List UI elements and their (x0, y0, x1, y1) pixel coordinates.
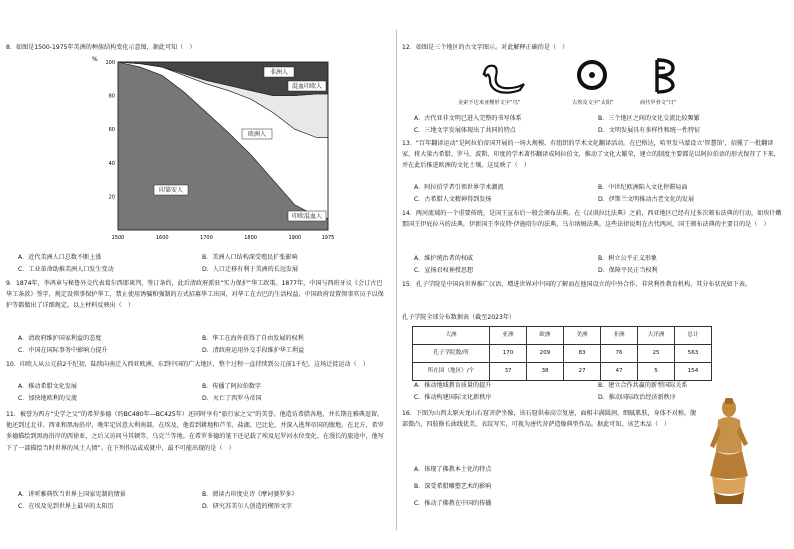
q11-option-a[interactable]: A．讲听雅典钦当世界上国家宪制的情景 (18, 491, 126, 498)
question-15-stem: 15．孔子学院是中国向世界推广汉语，增进世界对中国的了解而在他国设立的中外合作、非营利性教育机构。其分布状况如下表。 (402, 281, 752, 288)
q16-option-a[interactable]: A．体现了佛教本土化的特点 (414, 466, 492, 473)
table-cell: 154 (675, 363, 712, 381)
q8-option-c[interactable]: C．工业革命助推美洲人口发生变动 (18, 266, 114, 273)
x-ticks (112, 235, 335, 241)
label-mixed-bottom: 印欧混血人 (291, 213, 323, 220)
right-column (402, 0, 784, 549)
table-header: 大洲 (413, 327, 490, 345)
y-tick-label: 40 (108, 160, 115, 167)
y-tick-label: 80 (108, 93, 115, 100)
table-cell: 170 (490, 345, 527, 363)
q13-option-d[interactable]: D．伊斯兰文明推动古老文化的发展 (598, 196, 695, 203)
question-9-stem: 9．1874年，李鸿章与秘鲁外交代表葛尔西耶谈判，签订条约，此后清政府派驻“实力保护”华工政策。1877年，中国与西班牙议《会订古巴华工条款》签字，规定设领事保护华工，禁止使用诱骗和强制的方式招募华工出国，对华工在古巴的生活权益、中国政府设置领事官员予以保护等都做出了详细规定。以上材料反映出（ ） (6, 280, 384, 310)
q14-option-d[interactable]: D．保障平民正当权利 (598, 267, 658, 274)
q13-option-c[interactable]: C．古希腊人文精神得到发扬 (414, 196, 492, 203)
x-tick-label: 1600 (155, 235, 169, 241)
label-indians: 印第安人 (158, 187, 184, 194)
confucius-institute-table (412, 326, 712, 381)
x-tick-label: 1900 (288, 235, 302, 241)
table-header: 亚洲 (490, 327, 527, 345)
bodhisattva-statue-image (704, 396, 754, 506)
table-cell: 5 (638, 363, 675, 381)
caption-cuneiform: 美索不达米亚楔形文字“鸟” (458, 100, 521, 106)
q8-option-b[interactable]: B．美洲人口结构深受殖民扩张影响 (202, 254, 298, 261)
table-cell: 孔子学院数/所 (413, 345, 490, 363)
q16-option-b[interactable]: B．深受希腊雕塑艺术的影响 (414, 483, 492, 490)
q12-option-c[interactable]: C．三地文字发展体现出了共同的特点 (414, 127, 516, 134)
table-cell: 209 (527, 345, 564, 363)
table-row (413, 363, 712, 381)
egyptian-sun-glyph (575, 58, 609, 92)
caption-oracle: 商代甲骨文“日” (640, 100, 677, 106)
x-tick-label: 1500 (111, 235, 125, 241)
q12-option-d[interactable]: D．文明发展具有多样性和统一性特征 (598, 127, 701, 134)
q14-option-c[interactable]: C．宣扬君权神授思想 (414, 267, 474, 274)
q13-option-a[interactable]: A．阿拉伯学者引领世界学术潮流 (414, 184, 504, 191)
table-cell: 25 (638, 345, 675, 363)
question-11-stem: 11．被誉为西方“史学之父”的希罗多德（约BC480年—BC425年）还同时享有“旅行家之父”的美誉。他造访希腊各地，并长期在雅典逗留。他还到过北非、西亚和黑海沿岸，晚年定居意大利南部。在埃及，他看到耕地和芦苇、盐湖、巴比伦，并深入逃拜帝国的腹地。在北方，希罗多德描绘到黑海沿岸的西徐亚，之后又访问马其顿等，乌克兰等地。在希罗多德的笔下还记载了埃及尼罗河水位变化、在漫长的旅途中，他写下了一部描绘当时世界的风土人情”。在下列作品或成就中，最不可能出现的是（ ） (6, 411, 384, 452)
left-column (6, 0, 388, 549)
table-header-row (413, 327, 712, 345)
q16-option-c[interactable]: C．推动了佛教在中国的传播 (414, 500, 492, 507)
cuneiform-bird-glyph (480, 56, 530, 96)
x-tick-label: 1975 (321, 235, 335, 241)
q9-option-a[interactable]: A．清政府维护国家利益的态度 (18, 335, 102, 342)
q12-option-b[interactable]: B．三个地区之间的文化交流比较频繁 (598, 115, 700, 122)
label-europeans: 欧洲人 (247, 131, 267, 138)
question-16-stem: 16．下图为山西太原天龙山石窟菩萨坐像，该石窟供奉高宗复唐，面相丰满圆润，细腻肌肤，身体不对称，腹部微凸，四肢修长曲线优美，衣纹写实，可视为唐代菩萨造像典型作品。据此可知，该艺术品（ ） (402, 410, 697, 429)
q15-option-c[interactable]: C．推动构建国际文化新秩序 (414, 394, 492, 401)
table-header: 大洋洲 (638, 327, 675, 345)
caption-egyptian: 古埃及文字“太阳” (572, 100, 614, 106)
q12-option-a[interactable]: A．古代亚非文明已进入完整的书写体系 (414, 115, 522, 122)
q9-option-b[interactable]: B．华工在海外获得了自由发展的权利 (202, 335, 304, 342)
table-cell: 所在国（地区）/个 (413, 363, 490, 381)
race-structure-chart (6, 52, 336, 252)
q13-option-b[interactable]: B．中世纪欧洲陷入文化停滞局面 (598, 184, 688, 191)
q8-option-d[interactable]: D．人口迁移有利于美洲的长远发展 (202, 266, 299, 273)
q8-option-a[interactable]: A．近代美洲人口总数不断上涨 (18, 254, 102, 261)
table-cell: 83 (564, 345, 601, 363)
x-tick-label: 1700 (200, 235, 213, 241)
table-cell: 38 (527, 363, 564, 381)
y-ticks (105, 60, 115, 200)
y-axis-unit: % (92, 56, 98, 63)
q10-option-b[interactable]: B．传播了阿拉伯数字 (202, 383, 262, 390)
x-tick-label: 1800 (244, 235, 257, 241)
q10-option-d[interactable]: D．灭亡了西罗马帝国 (202, 395, 262, 402)
table-cell: 76 (601, 345, 638, 363)
q11-option-b[interactable]: B．阅读古印度史诗《摩诃婆罗多》 (202, 491, 298, 498)
q14-option-a[interactable]: A．维护统治者的权威 (414, 255, 474, 262)
table-title: 孔子学院全球分布数据表（截至2023年） (402, 314, 516, 321)
question-10-stem: 10．印欧人从公元前2千纪初，陆续向南迁入西亚欧洲、东到中国的广大地区，整个过程一直持续到公元前1千纪。这场迁徙运动（ ） (6, 361, 369, 368)
q15-option-a[interactable]: A．推动地域教育质量的提升 (414, 382, 492, 389)
oracle-bone-sun-glyph (647, 56, 679, 96)
question-13-stem: 13．“百年翻译运动”是阿拉伯帝国开展的一场大规模、有组织的学术文化翻译活动。在巴格达，哈里发马蒙设立‘智慧馆’，招揽了一批翻译家，将大量古希腊、罗马、波斯、印度的学术著作翻译成阿拉伯文，推动了文化大繁荣，建立的制度主要都是以阿拉伯语的形式保存了下来，并在此后推进欧洲的文化土壤。这反映了（ ） (402, 140, 780, 170)
table-row (413, 345, 712, 363)
table-header: 总计 (675, 327, 712, 345)
table-cell: 47 (601, 363, 638, 381)
q9-option-c[interactable]: C．中国在国际事务中影响力提升 (18, 347, 108, 354)
table-header: 非洲 (601, 327, 638, 345)
question-14-stem: 14．两河流域的一个重要传统，是国王宣布后一般会颁布法典。在《汉谟拉比法典》之前，西亚地区已经有过多次颁布法典的行动，如埃什嫩那国王伊庇拉马的法典，伊新国王李皮特·伊施塔尔的法典，乌尔纳姆法典。这些法律说明在古代两河，国王颁布法典的主要目的是（ ） (402, 210, 782, 229)
q11-option-d[interactable]: D．研究苏美尔人创造的楔形文字 (202, 503, 293, 510)
label-mixed-top: 混血印欧人 (291, 83, 323, 90)
q10-option-c[interactable]: C．加快地欧利的交流 (18, 395, 78, 402)
q11-option-c[interactable]: C．在埃及见到世界上最早的太阳历 (18, 503, 114, 510)
label-africans: 非洲人 (269, 69, 289, 76)
q10-option-a[interactable]: A．推动希腊文化发展 (18, 383, 78, 390)
q15-option-b[interactable]: B．建立合作共赢的新型国际关系 (598, 382, 688, 389)
table-cell: 27 (564, 363, 601, 381)
q9-option-d[interactable]: D．清政府运用外交手段维护华工利益 (202, 347, 305, 354)
question-8-stem: 8．如图是1500-1975年美洲的种族结构变化示意图，据此可知（ ） (6, 44, 196, 51)
question-12-stem: 12．如图是三个地区的古文字图示。对此解释正确的是（ ） (402, 44, 569, 51)
q15-option-d[interactable]: D．推动国际政治经济新秩序 (598, 394, 676, 401)
y-tick-label: 100 (105, 60, 115, 66)
table-cell: 563 (675, 345, 712, 363)
column-divider (396, 30, 397, 530)
y-tick-label: 20 (108, 194, 115, 201)
y-tick-label: 60 (108, 127, 115, 134)
table-cell: 37 (490, 363, 527, 381)
q14-option-b[interactable]: B．树立公平正义形象 (598, 255, 658, 262)
table-header: 美洲 (564, 327, 601, 345)
table-header: 欧洲 (527, 327, 564, 345)
